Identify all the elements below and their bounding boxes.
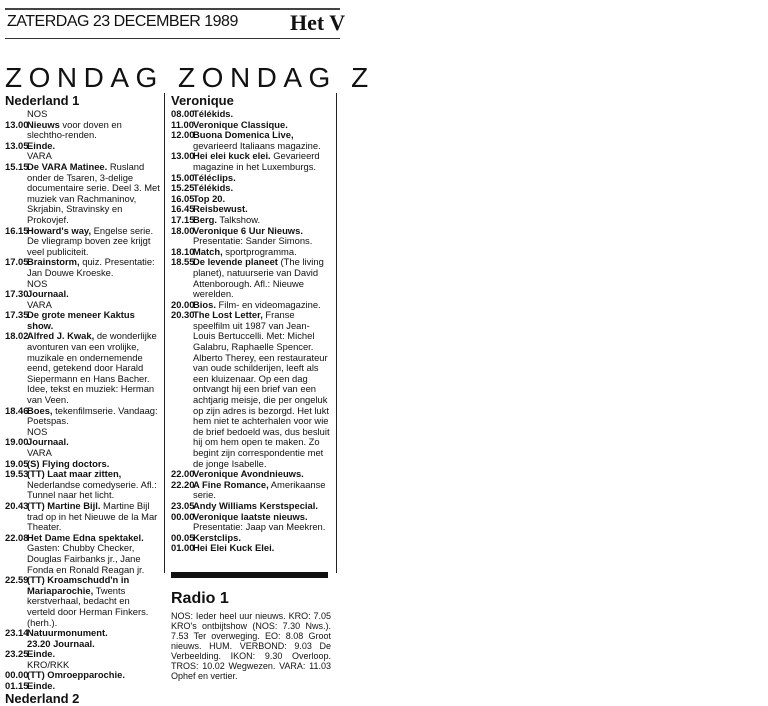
program-title: Reisbewust. bbox=[193, 203, 248, 215]
program-time: 01.00 bbox=[171, 542, 195, 554]
program-body bbox=[27, 533, 160, 575]
program-entry bbox=[5, 257, 160, 278]
program-entry bbox=[5, 575, 160, 628]
program-title: Brainstorm, bbox=[27, 256, 80, 268]
program-time: 20.00 bbox=[171, 298, 195, 310]
program-entry bbox=[171, 480, 331, 501]
program-title: Bios. bbox=[193, 298, 216, 310]
program-entry bbox=[171, 512, 331, 533]
program-time: 22.59 bbox=[5, 574, 29, 586]
program-time: 18.10 bbox=[171, 245, 195, 257]
program-body bbox=[193, 257, 331, 299]
program-time: 15.00 bbox=[171, 171, 195, 183]
program-title: (S) Flying doctors. bbox=[27, 457, 110, 469]
program-time: 22.20 bbox=[171, 478, 195, 490]
program-time: 08.00 bbox=[171, 108, 195, 119]
program-title: Buona Domenica Live, bbox=[193, 129, 294, 141]
channel-title: Veronique bbox=[171, 93, 234, 108]
program-time: 17.35 bbox=[5, 309, 29, 321]
program-time: 20.30 bbox=[171, 309, 195, 321]
nederland1-column bbox=[5, 93, 160, 706]
program-time: 16.45 bbox=[171, 203, 195, 215]
column-divider bbox=[164, 93, 165, 573]
channel-title: Nederland 1 bbox=[5, 93, 80, 108]
program-body bbox=[27, 310, 160, 331]
program-time: 23.05 bbox=[171, 499, 195, 511]
program-description: gevarieerd Italiaans magazine. bbox=[193, 139, 321, 151]
program-time: 16.15 bbox=[5, 224, 29, 236]
next-channel-title: Nederland 2 bbox=[5, 690, 80, 706]
program-description: (The living planet), natuurserie van David Attenborough. Afl.: Nieuwe werelden. bbox=[193, 256, 324, 300]
program-body bbox=[193, 512, 331, 533]
program-title: De levende planeet bbox=[193, 256, 278, 268]
program-title: Het Dame Edna spektakel. bbox=[27, 531, 144, 543]
program-time: 00.05 bbox=[171, 531, 195, 543]
program-title: Veronique Classique. bbox=[193, 118, 288, 130]
program-entry bbox=[5, 310, 160, 331]
program-entry bbox=[5, 501, 160, 533]
program-title: (TT) Laat maar zitten, bbox=[27, 468, 122, 480]
program-time: 00.00 bbox=[5, 669, 29, 681]
program-description: Nederlandse comedyserie. Afl.: Tunnel naar het licht. bbox=[27, 478, 157, 501]
program-time: 18.55 bbox=[171, 256, 195, 268]
broadcaster-label: VARA bbox=[27, 447, 52, 458]
program-time: 13.05 bbox=[5, 139, 29, 151]
program-entry bbox=[5, 533, 160, 575]
program-entry bbox=[171, 130, 331, 151]
program-description: voor doven en slechtho-renden. bbox=[27, 118, 122, 141]
broadcaster-label: VARA bbox=[27, 150, 52, 162]
program-title: Natuurmonument. bbox=[27, 627, 108, 639]
program-time: 23.25 bbox=[5, 648, 29, 660]
program-description: quiz. Presentatie: Jan Douwe Kroeske. bbox=[27, 256, 155, 278]
program-time: 23.14 bbox=[5, 627, 29, 639]
program-time: 18.46 bbox=[5, 404, 29, 416]
program-title: Andy Williams Kerstspecial. bbox=[193, 499, 318, 511]
broadcaster-label: NOS bbox=[27, 108, 48, 119]
program-body bbox=[27, 257, 160, 278]
program-time: 12.00 bbox=[171, 129, 195, 141]
program-entry bbox=[5, 469, 160, 501]
program-time: 22.08 bbox=[5, 531, 29, 543]
section-rule bbox=[171, 572, 328, 578]
program-title: Einde. bbox=[27, 139, 56, 151]
sub-program: 23.20 Journaal. bbox=[27, 637, 95, 649]
program-title: (TT) Omroepparochie. bbox=[27, 669, 125, 681]
radio-schedule-text: NOS: Ieder heel uur nieuws. KRO: 7.05 KRO's ontbijtshow (NOS: 7.30 Nws.). 7.53 Ter overweging. EO: 8.08 Groot nieuws. HUM. VERBOND: 9.03 De Verbeelding. IKON: 9.30 Overloop. TROS: 10.02 Wegwezen. VARA: 11.03 Ophef en vertier. bbox=[171, 610, 331, 681]
program-title: Veronique Avondnieuws. bbox=[193, 468, 304, 480]
program-time: 19.05 bbox=[5, 457, 29, 469]
program-title: Alfred J. Kwak, bbox=[27, 330, 95, 342]
program-title: De VARA Matinee. bbox=[27, 160, 108, 172]
program-title: Télékids. bbox=[193, 182, 234, 194]
program-entry bbox=[171, 310, 331, 469]
program-title: Boes, bbox=[27, 404, 53, 416]
program-time: 17.30 bbox=[5, 288, 29, 300]
program-list bbox=[5, 109, 160, 692]
broadcaster-label: VARA bbox=[27, 298, 52, 310]
program-description: tekenfilmserie. Vandaag: Poetspas. bbox=[27, 404, 158, 427]
program-description: Franse speelfilm uit 1987 van Jean-Louis Bertuccelli. Met: Michel Galabru, Raphaelle Spencer. Alberto Therey, een restaurateur van oude schilderijen, leeft als een kluizenaar. Op een dag ontvangt hij een brief van een achtjarig meisje, die per ongeluk op zijn adres is bezorgd. Het lukt hem niet te achterhalen voor wie de brief bedoeld was, dus besluit hij om hem open te maken. Zo begint zijn correspondentie met de jonge Isabelle. bbox=[193, 309, 330, 469]
program-description: Presentatie: Sander Simons. bbox=[193, 235, 313, 247]
program-time: 01.15 bbox=[5, 680, 29, 692]
program-time: 20.43 bbox=[5, 499, 29, 511]
program-body bbox=[27, 331, 160, 405]
program-entry bbox=[5, 406, 160, 427]
program-title: De grote meneer Kaktus show. bbox=[27, 309, 135, 331]
header-date: ZATERDAG 23 DECEMBER 1989 bbox=[7, 13, 238, 30]
program-description: Film- en videomagazine. bbox=[215, 298, 321, 310]
program-body bbox=[193, 226, 331, 247]
program-body bbox=[27, 162, 160, 226]
program-time: 15.15 bbox=[5, 160, 29, 172]
program-time: 00.00 bbox=[171, 510, 195, 522]
program-title: Téléclips. bbox=[193, 171, 236, 183]
program-entry bbox=[171, 543, 331, 554]
program-title: Hei Elei Kuck Elei. bbox=[193, 542, 275, 554]
program-body bbox=[27, 226, 160, 258]
newspaper-page bbox=[0, 0, 375, 706]
program-time: 17.05 bbox=[5, 256, 29, 268]
program-body bbox=[193, 130, 331, 151]
program-title: Top 20. bbox=[193, 192, 226, 204]
program-title: The Lost Letter, bbox=[193, 309, 263, 321]
broadcaster-label: NOS bbox=[27, 425, 48, 437]
program-body bbox=[193, 151, 331, 172]
program-time: 18.02 bbox=[5, 330, 29, 342]
program-description: Gevarieerd magazine in het Luxemburgs. bbox=[193, 150, 320, 172]
program-body bbox=[27, 469, 160, 501]
program-description: Twents kerstverhaal, bedacht en verteld door Herman Finkers. (herh.). bbox=[27, 584, 149, 628]
veronique-column bbox=[171, 93, 331, 681]
program-entry bbox=[5, 331, 160, 405]
program-body bbox=[27, 501, 160, 533]
program-time: 19.00 bbox=[5, 436, 29, 448]
program-time: 15.25 bbox=[171, 182, 195, 194]
program-title: Einde. bbox=[27, 680, 56, 692]
broadcaster-label: KRO/RKK bbox=[27, 658, 70, 670]
program-time: 13.00 bbox=[5, 118, 29, 130]
program-entry bbox=[5, 162, 160, 226]
program-body bbox=[27, 575, 160, 628]
program-description: Martine Bijl trad op in het Nieuwe de la Mar Theater. bbox=[27, 499, 158, 533]
program-title: Journaal. bbox=[27, 288, 69, 300]
program-title: Howard's way, bbox=[27, 224, 92, 236]
program-description: Engelse serie. De vliegramp boven zee krijgt veel publiciteit. bbox=[27, 224, 154, 257]
program-time: 17.15 bbox=[171, 213, 195, 225]
program-title: Hei elei kuck elei. bbox=[193, 150, 271, 162]
program-body bbox=[193, 480, 331, 501]
program-description: Presentatie: Jaap van Meekren. bbox=[193, 521, 326, 533]
program-entry bbox=[171, 257, 331, 299]
program-title: Télékids. bbox=[193, 108, 234, 119]
header-rule bbox=[5, 38, 340, 39]
program-time: 16.05 bbox=[171, 192, 195, 204]
program-body bbox=[193, 543, 331, 554]
radio-title: Radio 1 bbox=[171, 589, 229, 607]
program-entry bbox=[171, 151, 331, 172]
program-description: Talkshow. bbox=[216, 213, 261, 225]
program-title: Einde. bbox=[27, 648, 56, 660]
program-entry bbox=[5, 226, 160, 258]
program-time: 19.53 bbox=[5, 468, 29, 480]
program-title: (TT) Kroamschudd'n in Mariaparochie, bbox=[27, 574, 130, 596]
broadcaster-label: NOS bbox=[27, 277, 48, 289]
program-description: de wonderlijke avonturen van een vrolijke, muzikale en ondernemende eend, getekend door Harald Siepermann en Hans Bacher. Idee, tekst en muziek: Herman van Veen. bbox=[27, 330, 157, 406]
program-entry bbox=[5, 120, 160, 141]
program-body bbox=[27, 120, 160, 141]
program-title: Nieuws bbox=[27, 118, 60, 130]
newspaper-name: Het V bbox=[290, 10, 346, 35]
program-title: Match, bbox=[193, 245, 223, 257]
program-time: 13.00 bbox=[171, 150, 195, 162]
program-title: Kerstclips. bbox=[193, 531, 241, 543]
column-divider bbox=[336, 93, 337, 573]
program-title: Berg. bbox=[193, 213, 217, 225]
program-time: 18.00 bbox=[171, 224, 195, 236]
program-description: sportprogramma. bbox=[222, 245, 297, 257]
program-body bbox=[193, 310, 331, 469]
program-time: 11.00 bbox=[171, 118, 194, 130]
program-description: Amerikaanse serie. bbox=[193, 478, 326, 501]
program-title: Veronique laatste nieuws. bbox=[193, 510, 308, 522]
day-banner: ZONDAG ZONDAG Z bbox=[5, 62, 375, 93]
program-list bbox=[171, 109, 331, 554]
program-title: Veronique 6 Uur Nieuws. bbox=[193, 224, 303, 236]
program-title: Journaal. bbox=[27, 436, 69, 448]
program-title: (TT) Martine Bijl. bbox=[27, 499, 101, 511]
program-body bbox=[27, 406, 160, 427]
program-time: 22.00 bbox=[171, 468, 195, 480]
program-description: Gasten: Chubby Checker, Douglas Fairbanks jr., Jane Fonda en Ronald Reagan jr. bbox=[27, 542, 145, 575]
program-description: Rusland onder de Tsaren, 3-delige documentaire serie. Deel 3. Met muziek van Rachmaninov, Skrjabin, Stravinsky en Prokovjef. bbox=[27, 160, 160, 225]
program-title: A Fine Romance, bbox=[193, 478, 269, 490]
program-entry bbox=[171, 226, 331, 247]
